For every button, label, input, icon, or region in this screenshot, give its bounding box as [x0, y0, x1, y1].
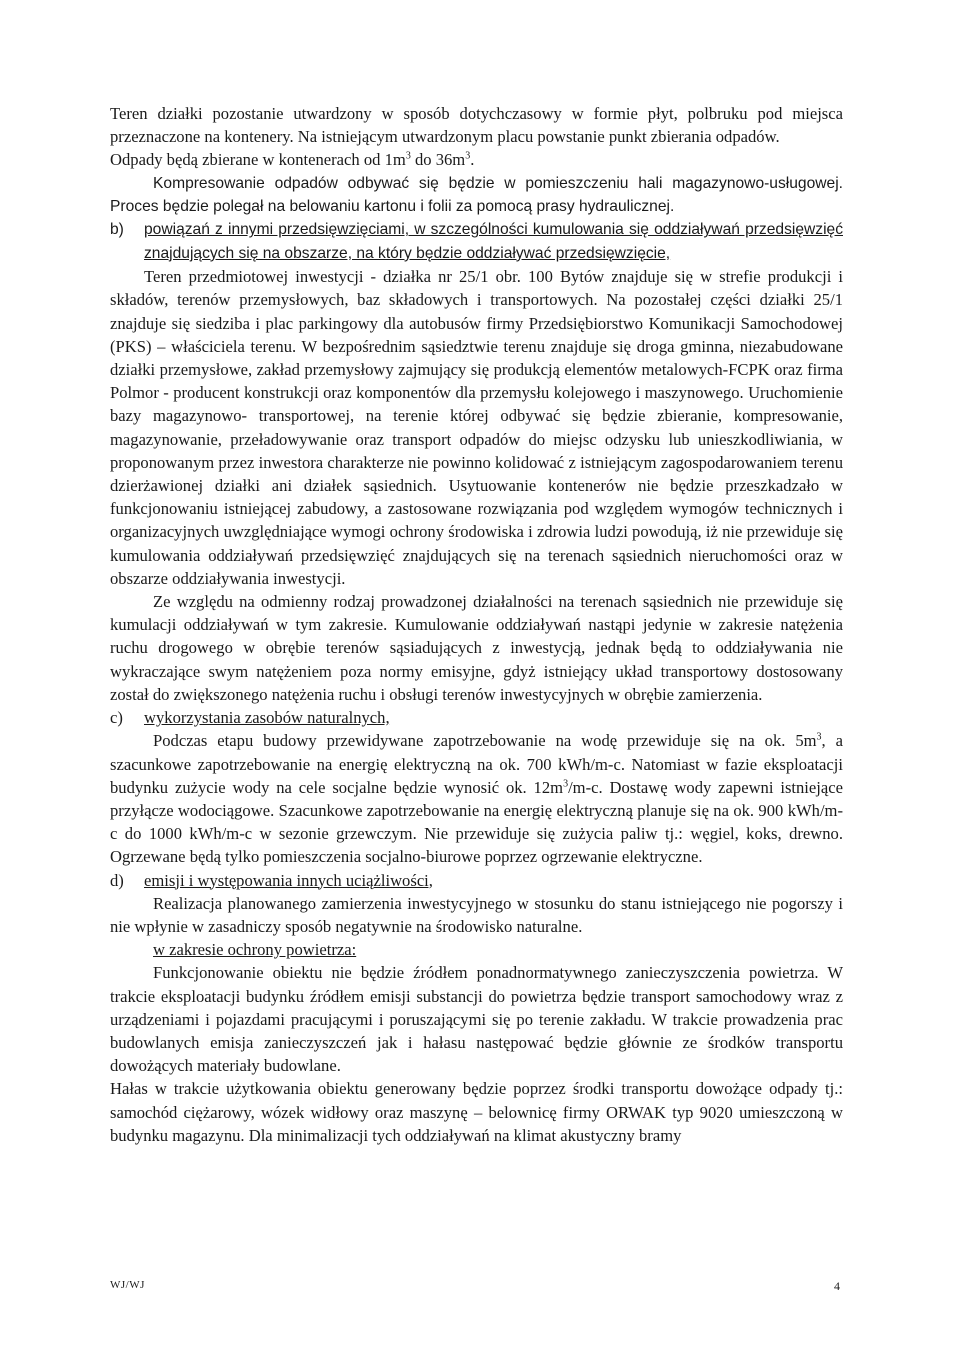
air-protection-title: w zakresie ochrony powietrza:: [153, 940, 357, 960]
superscript: 3: [465, 150, 471, 162]
section-b-heading: [110, 218, 843, 265]
superscript: 3: [563, 778, 569, 790]
text: /m-c. Dostawę wody zapewni istniejące przyłącze wodociągowe. Szacunkowe zapotrzebowanie na energię elektryczną planuje się na ok. 900 kWh/m-c do 1000 kWh/m-c w sezonie grzewczym. Nie przewiduje się zużycia paliw tj.: węgiel, koks, drewno. Ogrzewane będą tylko pomieszczenia socjalno-biurowe poprzez ogrzewanie elektryczne.: [110, 777, 843, 867]
footer-initials: WJ/WJ: [110, 1279, 145, 1291]
text: , a szacunkowe zapotrzebowanie na energię elektryczną na ok. 700 kWh/m-c. Natomiast w fazie eksploatacji budynku zużycie wody na cele socjalne będzie wynosić ok. 12m: [110, 731, 843, 797]
section-d-paragraph-3: Hałas w trakcie użytkowania obiektu generowany będzie poprzez środki transportu dowożące odpady tj.: samochód ciężarowy, wózek widłowy oraz maszynę – belownicę firmy ORWAK typ 9020 umieszczoną w budynku magazynu. Dla minimalizacji tych oddziaływań na klimat akustyczny bramy: [110, 1079, 843, 1145]
superscript: 3: [405, 150, 411, 162]
section-d-title: emisji i występowania innych uciążliwości,: [144, 870, 433, 890]
text: Odpady będą zbierane w kontenerach od 1m: [110, 150, 406, 170]
paragraph-intro: Teren działki pozostanie utwardzony w sposób dotychczasowy w formie płyt, polbruku pod miejsca przeznaczone na kontenery. Na istniejącym utwardzonym placu powstanie punkt zbierania odpadów.: [110, 104, 843, 147]
superscript: 3: [816, 731, 822, 743]
section-c-label: c): [110, 708, 123, 728]
section-b-title: powiązań z innymi przedsięwzięciami, w szczególności kumulowania się oddziaływań przedsięwzięć znajdujących się na obszarze, na który będzie oddziaływać przedsięwzięcie,: [144, 221, 843, 262]
section-d-paragraph-1: Realizacja planowanego zamierzenia inwestycyjnego w stosunku do stanu istniejącego nie pogorszy i nie wpłynie w zasadniczy sposób negatywnie na środowisko naturalne.: [110, 893, 843, 936]
section-c-heading: [110, 706, 843, 729]
text: Podczas etapu budowy przewidywane zapotrzebowanie na wodę przewiduje się na ok. 5m: [153, 731, 817, 751]
section-b-paragraph-2: Ze względu na odmienny rodzaj prowadzonej działalności na terenach sąsiednich nie przewiduje się kumulacji oddziaływań w tym zakresie. Kumulowanie oddziaływań nastąpi jedynie w zakresie natężenia ruchu drogowego w obrębie terenów sąsiadujących z inwestycją, jednak będą to oddziaływania nie wykraczające swym natężeniem poza normy emisyjne, gdyż istniejący układ transportowy dostosowany został do zwiększonego natężenia ruchu i obsługi terenów inwestycyjnych w obrębie zamierzenia.: [110, 592, 843, 704]
section-d-label: d): [110, 870, 124, 890]
section-b-label: b): [110, 221, 124, 239]
text: .: [470, 150, 475, 170]
document-body: [110, 102, 843, 1147]
paragraph-compression: Kompresowanie odpadów odbywać się będzie w pomieszczeniu hali magazynowo-usługowej. Proces będzie polegał na belowaniu kartonu i folii za pomocą prasy hydraulicznej.: [110, 174, 843, 216]
section-d-heading: [110, 869, 843, 892]
paragraph-containers: [110, 148, 843, 171]
section-c-paragraph: [110, 729, 843, 868]
text: do 36m: [410, 150, 466, 170]
section-d-subheading: [110, 938, 843, 961]
section-b-paragraph-1: Teren przedmiotowej inwestycji - działka nr 25/1 obr. 100 Bytów znajduje się w strefie produkcji i składów, terenów przemysłowych, baz składowych i transportowych. Na pozostałej części działki 25/1 znajduje się siedziba i plac parkingowy dla autobusów firmy Przedsiębiorstwo Komunikacji Samochodowej (PKS) – właściciela terenu. W bezpośrednim sąsiedztwie terenu znajduje się droga gminna, niezabudowane działki przemysłowe, zakład przemysłowy zajmujący się produkcją elementów metalowych-FCPK oraz firma Polmor - producent konstrukcji oraz komponentów dla przemysłu kolejowego i maszynowego. Uruchomienie bazy magazynowo- transportowej, na terenie której odbywać się będzie zbieranie, kompresowanie, magazynowanie, przeładowywanie oraz transport odpadów do miejsc odzysku lub unieszkodliwiania, w proponowanym przez inwestora charakterze nie powinno kolidować z istniejącym zagospodarowaniem terenu dzierżawionej działki ani działek sąsiednich. Usytuowanie kontenerów nie będzie przeszkadzało w funkcjonowaniu istniejącej zabudowy, a zastosowane rozwiązania pod względem wymogów technicznych i organizacyjnych uwzględniające wymogi ochrony środowiska i zdrowia ludzi powodują, iż nie przewiduje się kumulowania oddziaływań przedsięwzięć znajdujących się na terenach sąsiednich nieruchomości oraz w obszarze oddziaływania inwestycji.: [110, 267, 843, 588]
section-c-title: wykorzystania zasobów naturalnych,: [144, 708, 390, 728]
page-number: 4: [834, 1279, 840, 1293]
section-d-paragraph-2: Funkcjonowanie obiektu nie będzie źródłem ponadnormatywnego zanieczyszczenia powietrza. W trakcie eksploatacji budynku źródłem emisji substancji do powietrza będzie transport samochodowy wraz z urządzeniami i pojazdami pracującymi i poruszającymi się po terenie zakładu. W trakcie prowadzenia prac budowlanych emisja zanieczyszczeń jak i hałasu następować będzie głównie ze środków transportu dowożących materiały budowlane.: [110, 963, 843, 1076]
